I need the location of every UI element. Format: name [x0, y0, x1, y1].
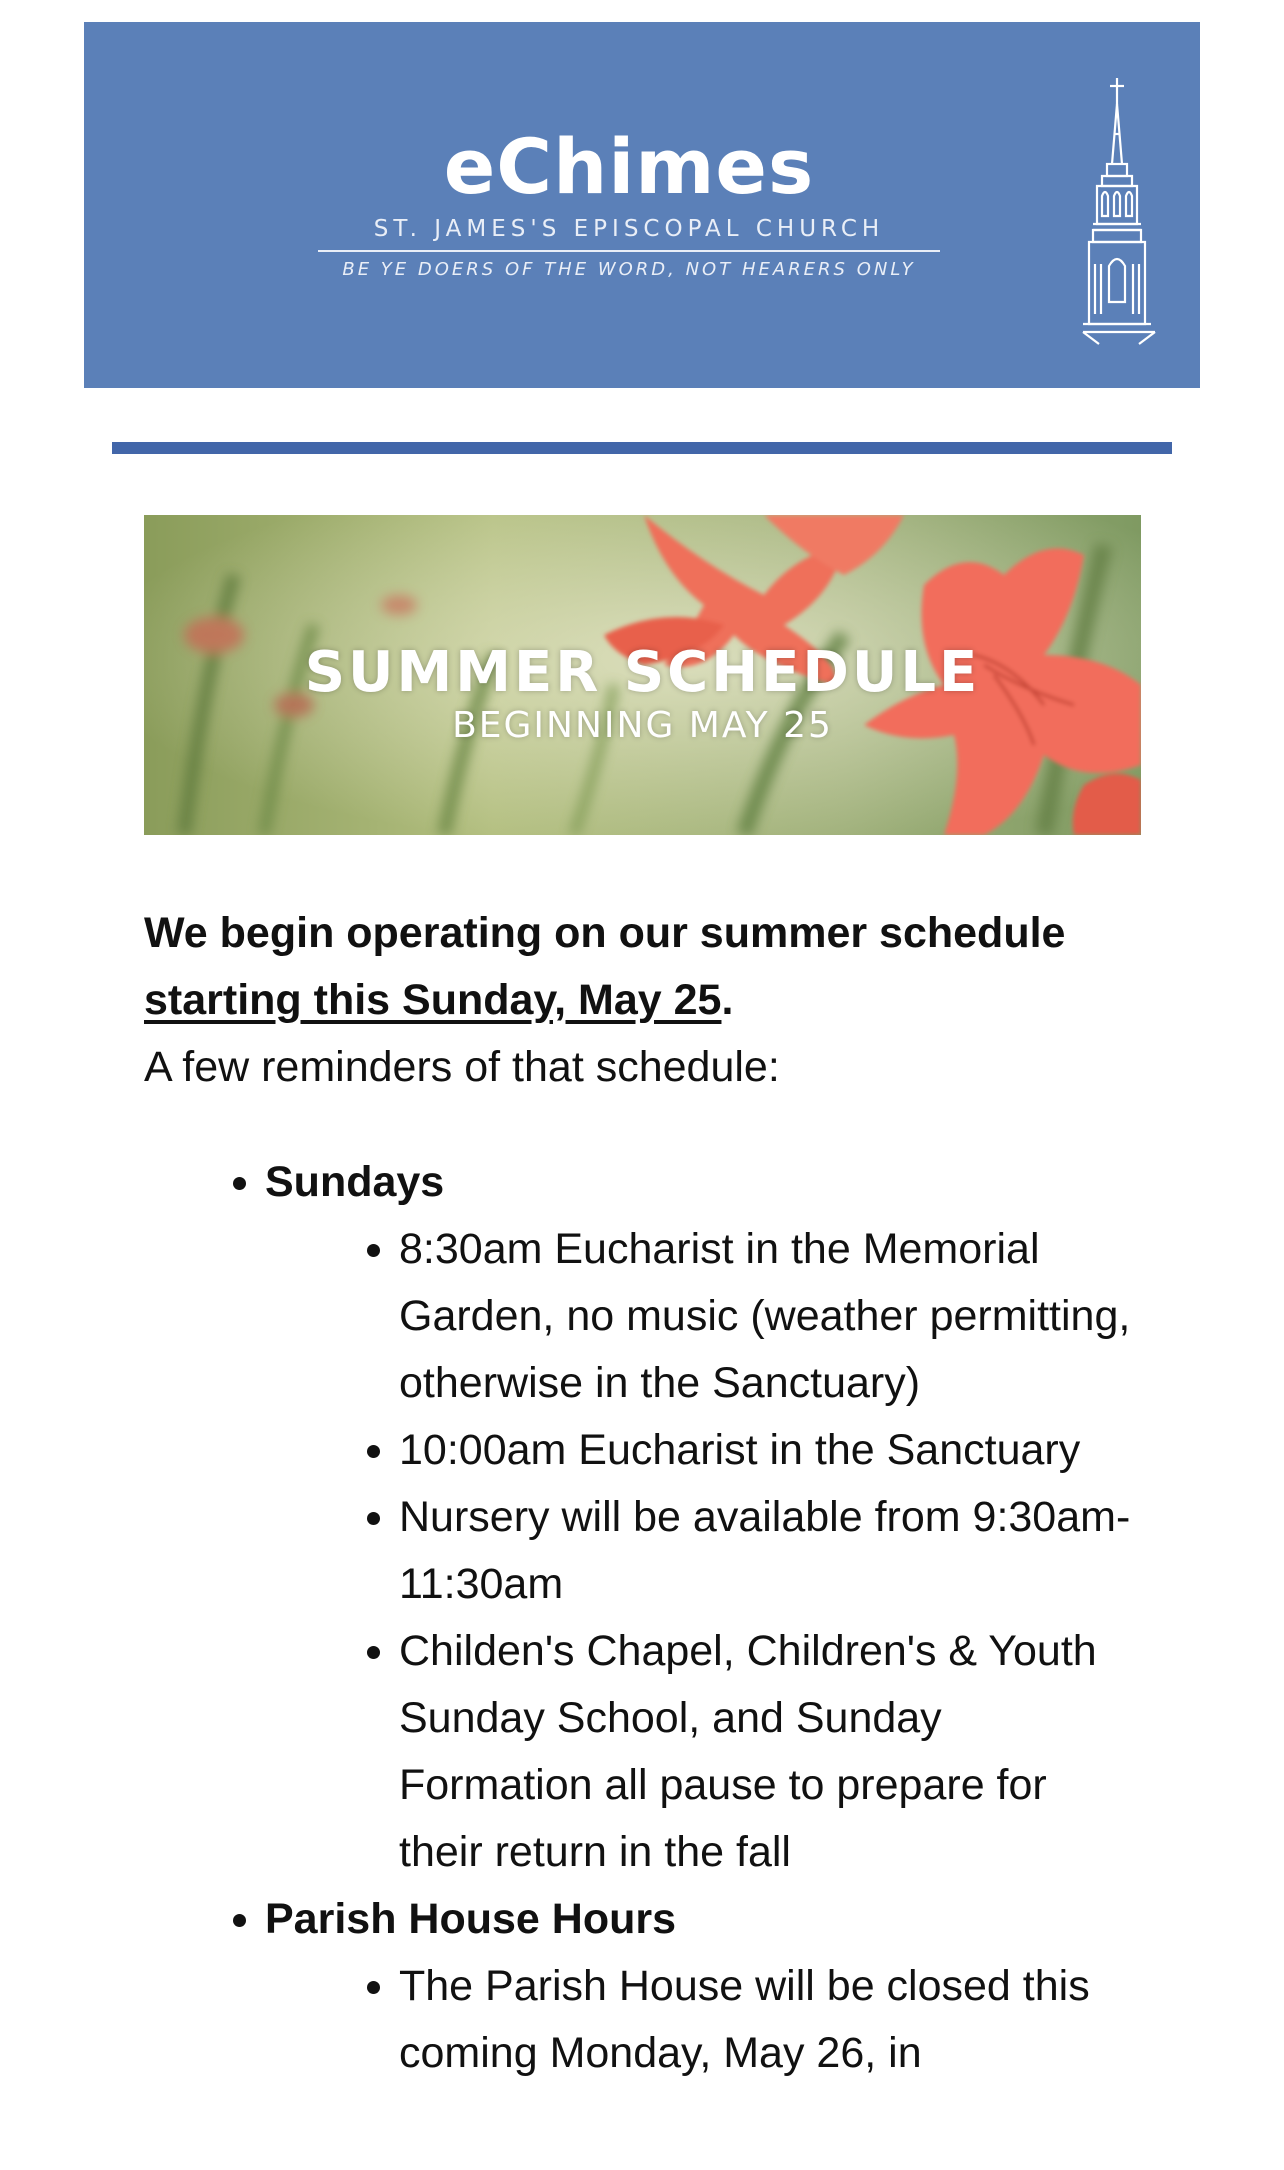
intro-lead: We begin operating on our summer schedule — [144, 909, 1066, 957]
section-divider — [112, 442, 1172, 454]
brand-title: eChimes — [443, 122, 815, 211]
intro-followup: A few reminders of that schedule: — [144, 1043, 780, 1091]
sundays-sublist — [265, 1216, 1144, 1886]
banner-text — [144, 641, 1141, 747]
section-title-sundays: Sundays — [265, 1158, 445, 1206]
steeple-icon — [1069, 74, 1169, 374]
start-date-link[interactable]: starting this Sunday, May 25 — [144, 976, 722, 1024]
schedule-list — [144, 1149, 1144, 2087]
header-banner — [84, 22, 1200, 388]
article-body — [144, 900, 1144, 2087]
banner-title: SUMMER SCHEDULE — [304, 640, 981, 705]
list-item: • 10:00am Eucharist in the Sanctuary — [399, 1417, 1144, 1484]
list-item: • Nursery will be available from 9:30am-11:30am — [399, 1484, 1144, 1618]
list-item: • 8:30am Eucharist in the Memorial Garden, no music (weather permitting, otherwise in the Sanctuary) — [399, 1216, 1144, 1417]
church-name: ST. JAMES'S EPISCOPAL CHURCH — [373, 216, 885, 242]
intro-paragraph — [144, 900, 1144, 1034]
list-item — [265, 1149, 1144, 1886]
banner-subtitle: BEGINNING MAY 25 — [452, 705, 833, 746]
list-item: • Childen's Chapel, Children's & Youth Sunday School, and Sunday Formation all pause to prepare for their return in the fall — [399, 1618, 1144, 1886]
list-item — [265, 1886, 1144, 2087]
masthead-rule — [318, 250, 940, 252]
masthead — [318, 122, 940, 282]
intro-period: . — [721, 976, 734, 1024]
summer-schedule-banner[interactable] — [144, 515, 1141, 835]
church-motto: BE YE DOERS OF THE WORD, NOT HEARERS ONLY — [342, 259, 916, 280]
section-title-parish-house: Parish House Hours — [265, 1895, 676, 1943]
parish-house-sublist — [265, 1953, 1144, 2087]
list-item: • The Parish House will be closed this coming Monday, May 26, in — [399, 1953, 1144, 2087]
